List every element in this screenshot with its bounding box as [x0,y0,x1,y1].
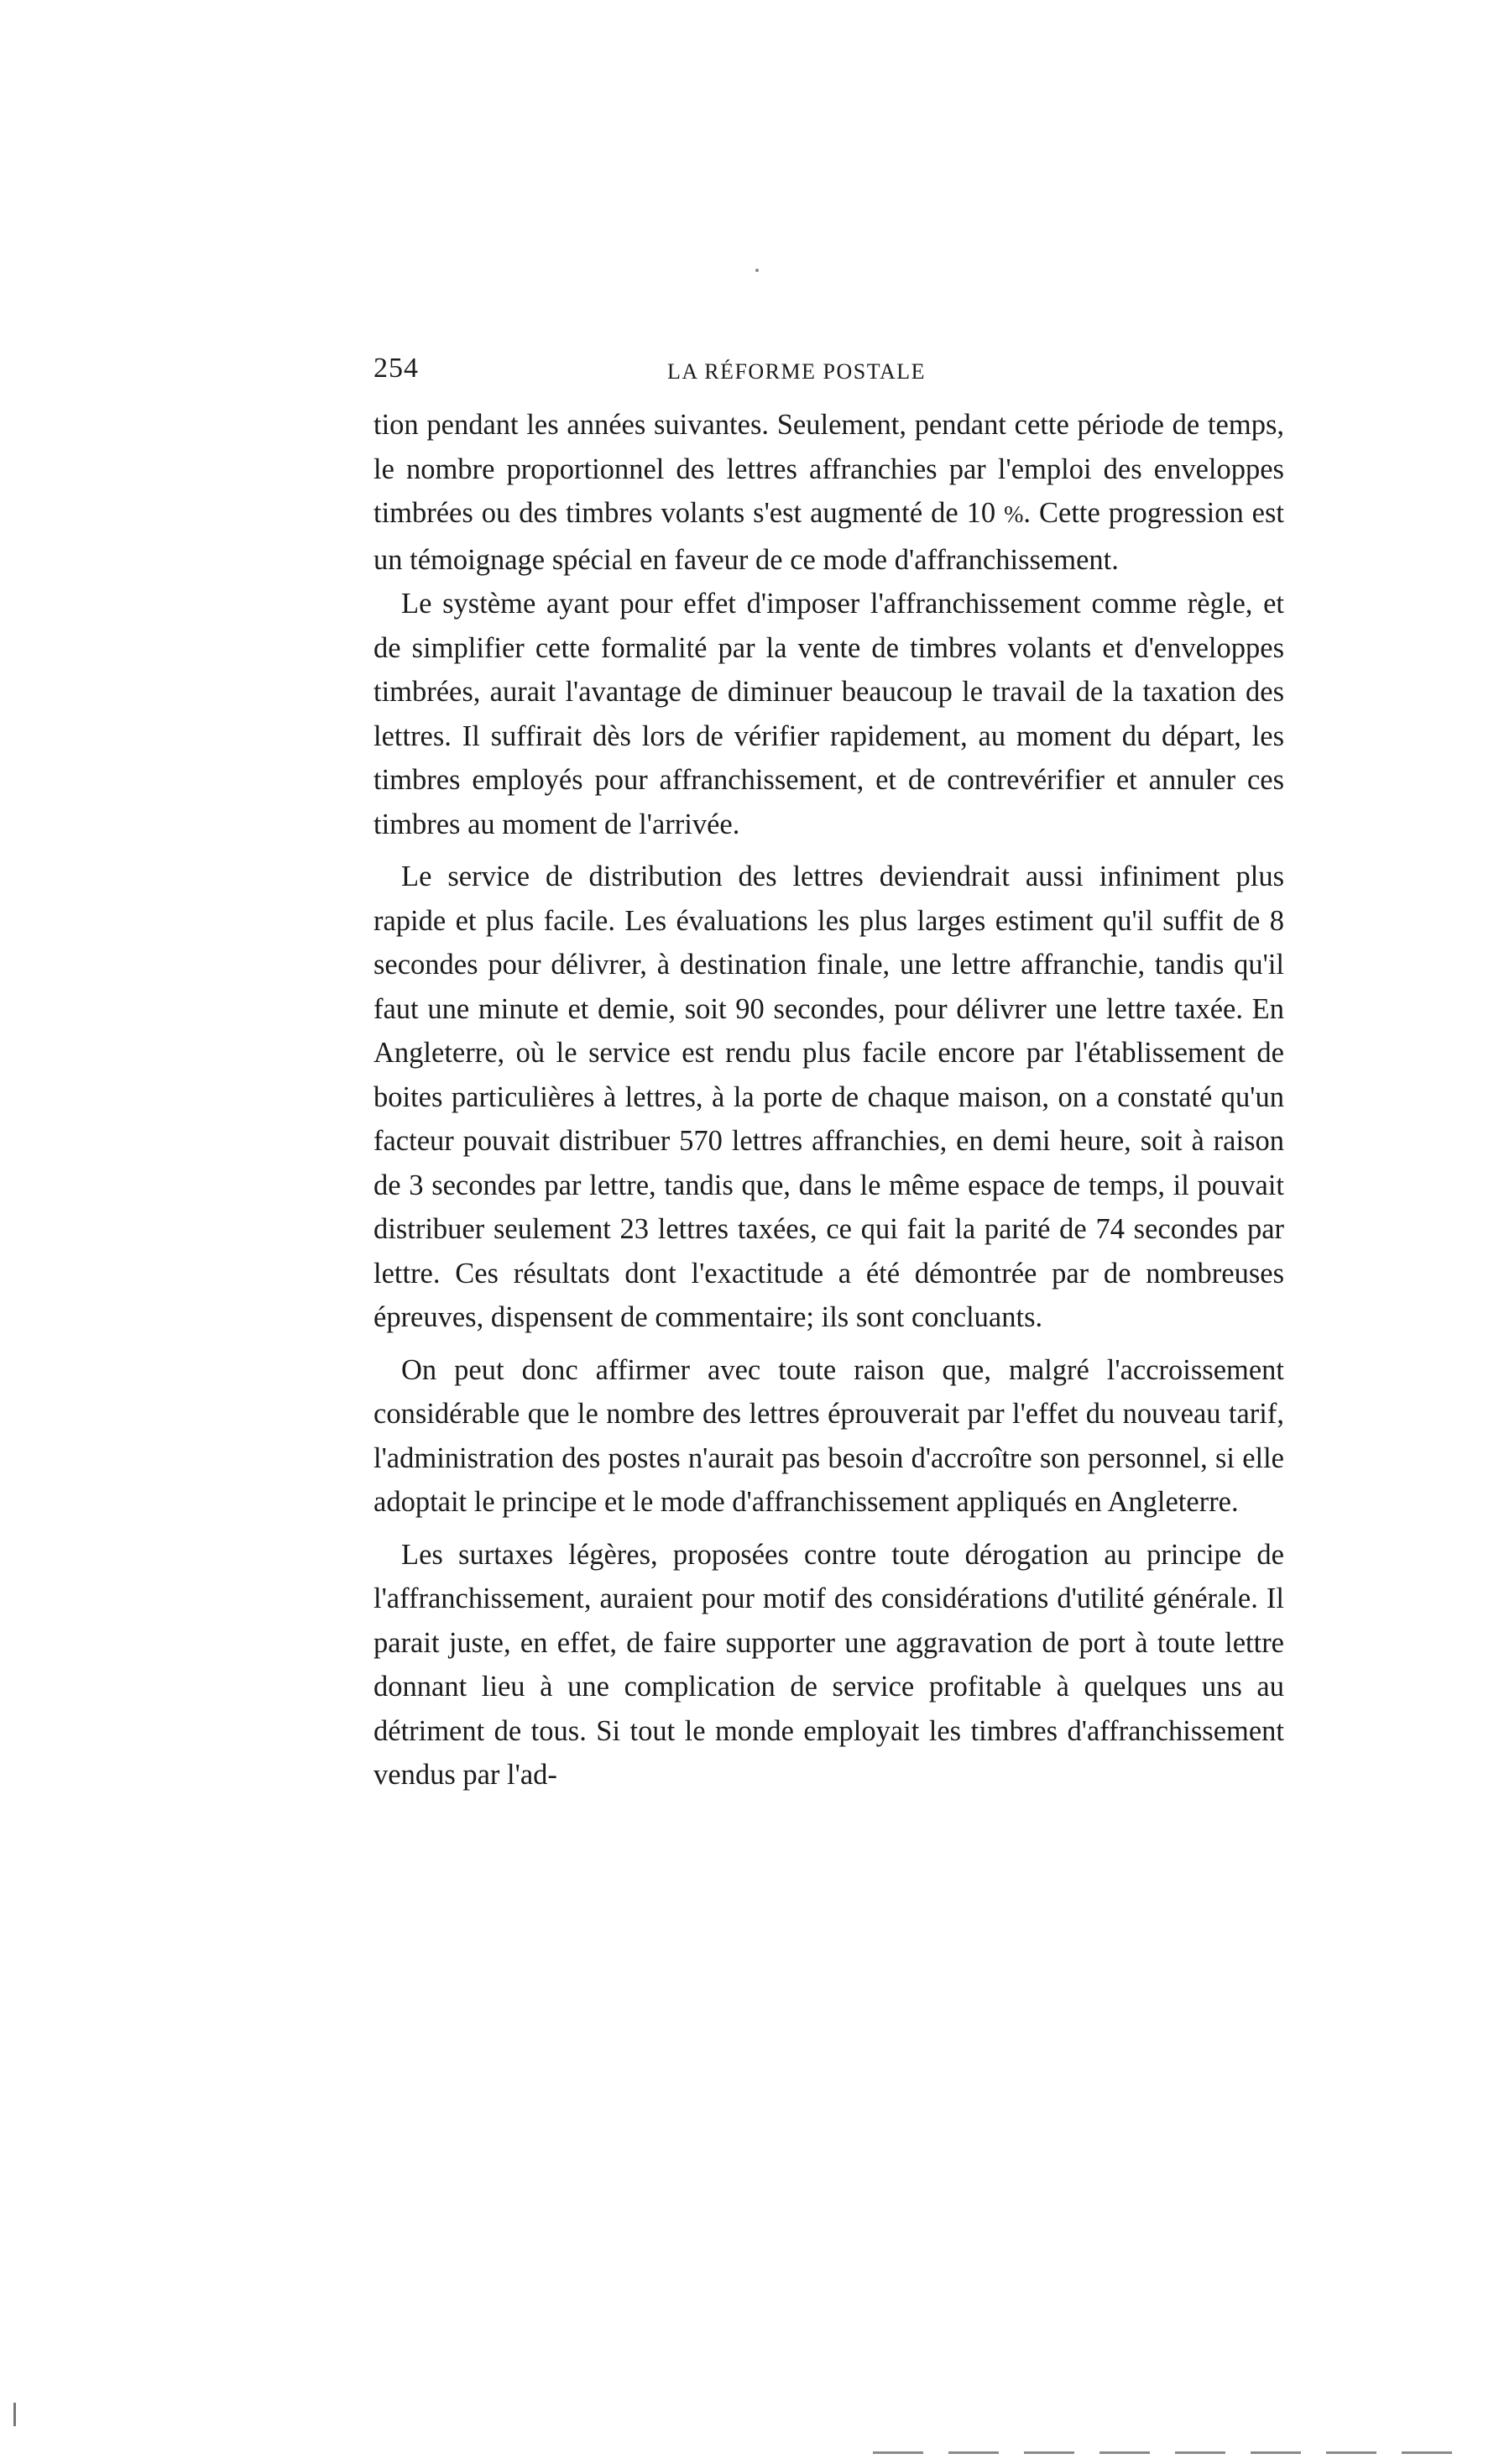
paragraph-2: Le système ayant pour effet d'imposer l'affranchissement comme règle, et de simplifier cette formalité par la vente de timbres volants et d'enveloppes timbrées, aurait l'avantage de diminuer beaucoup le travail de la taxation des lettres. Il suffirait dès lors de vérifier rapidement, au moment du départ, les timbres employés pour affranchissement, et de contrevérifier et annuler ces timbres au moment de l'arrivée. [373,588,1284,840]
print-speck [755,269,759,272]
body-text [373,403,1284,1797]
paragraph-3: Le service de distribution des lettres deviendrait aussi infiniment plus rapide et plus facile. Les évaluations les plus larges estiment qu'il suffit de 8 secondes pour délivrer, à destination finale, une lettre affranchie, tandis qu'il faut une minute et demie, soit 90 secondes, pour délivrer une lettre taxée. En Angleterre, où le service est rendu plus facile encore par l'établissement de boites particulières à lettres, à la porte de chaque maison, on a constaté qu'un facteur pouvait distribuer 570 lettres affranchies, en demi heure, soit à raison de 3 secondes par lettre, tandis que, dans le même espace de temps, il pouvait distribuer seulement 23 lettres taxées, ce qui fait la parité de 74 secondes par lettre. Ces résultats dont l'exactitude a été démontrée par de nombreuses épreuves, dispensent de commentaire; ils sont concluants. [373,861,1284,1333]
running-title: LA RÉFORME POSTALE [667,359,927,384]
paragraph-1 [373,403,1284,582]
paragraph-4: On peut donc affirmer avec toute raison que, malgré l'accroissement considérable que le nombre des lettres éprouverait par l'effet du nouveau tarif, l'administration des postes n'aurait pas besoin d'accroître son personnel, si elle adoptait le principe et le mode d'affranchissement appliqués en Angleterre. [373,1353,1284,1518]
page-number: 254 [373,353,419,384]
paragraph-1-text-after: . Cette progression est un témoignage spécial en faveur de ce mode d'affranchissement. [373,497,1284,576]
scan-footer-dashes [873,2451,1460,2454]
paragraph-5: Les surtaxes légères, proposées contre toute dérogation au principe de l'affranchissement, auraient pour motif des considérations d'utilité générale. Il parait juste, en effet, de faire supporter une aggravation de port à toute lettre donnant lieu à une complication de service profitable à quelques uns au détriment de tous. Si tout le monde employait les timbres d'affranchissement vendus par l'ad- [373,1538,1284,1791]
page-header [373,353,986,395]
scan-edge-mark [13,2403,16,2426]
percent-sign: % [1004,502,1024,528]
paragraph-1-text-before: tion pendant les années suivantes. Seulement, pendant cette période de temps, le nombre proportionnel des lettres affranchies par l'emploi des enveloppes timbrées ou des timbres volants s'est augmenté de 10 [373,409,1284,529]
